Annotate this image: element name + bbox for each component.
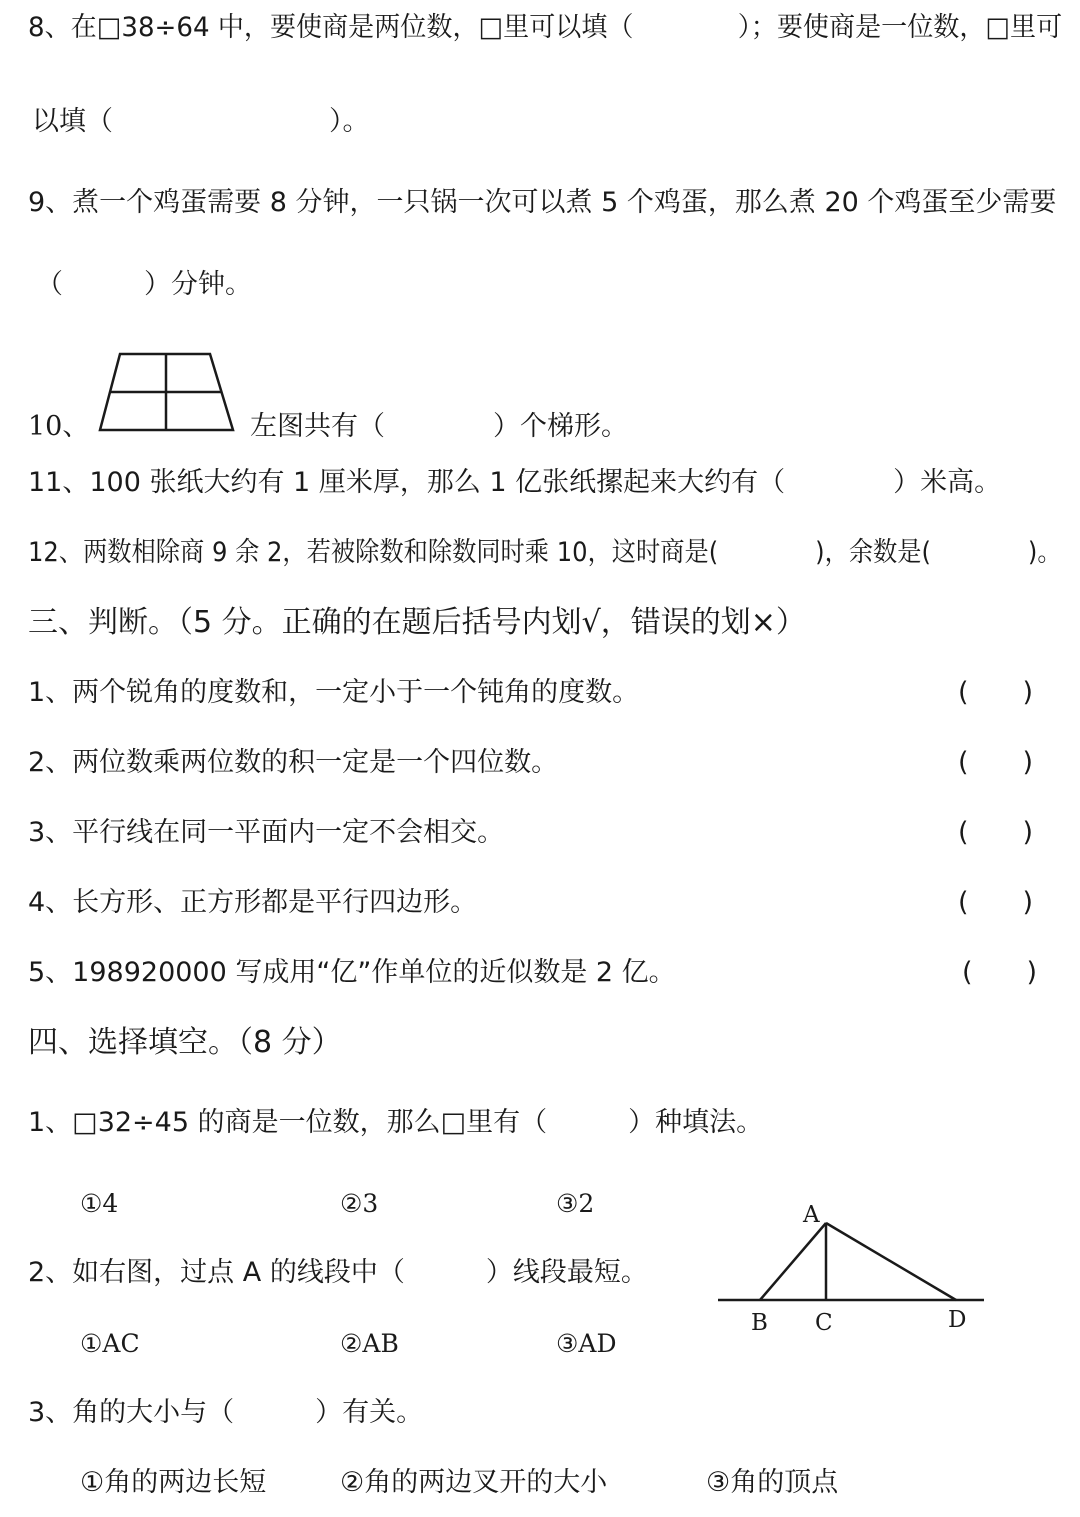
judge-answer-paren-4: ( ) <box>958 887 1034 918</box>
segment-ad <box>826 1223 956 1300</box>
q9-line1: 9、煮一个鸡蛋需要 8 分钟，一只锅一次可以煮 5 个鸡蛋，那么煮 20 个鸡蛋至少需要 <box>28 187 1057 218</box>
judge-answer-paren-3: ( ) <box>958 817 1034 848</box>
judge-answer-paren-1: ( ) <box>958 677 1034 708</box>
choice-q3-option-3: ③角的顶点 <box>706 1467 839 1498</box>
section4-heading: 四、选择填空。（8 分） <box>28 1025 342 1060</box>
judge-answer-paren-5: ( ) <box>962 957 1038 988</box>
judge-item-5: 5、198920000 写成用“亿”作单位的近似数是 2 亿。 <box>28 957 676 988</box>
point-label-c: C <box>815 1310 833 1336</box>
choice-q2-text: 2、如右图，过点 A 的线段中（ ）线段最短。 <box>28 1257 648 1288</box>
judge-item-3: 3、平行线在同一平面内一定不会相交。 <box>28 817 505 848</box>
judge-item-1: 1、两个锐角的度数和，一定小于一个钝角的度数。 <box>28 677 640 708</box>
choice-q1-text: 1、□32÷45 的商是一位数，那么□里有（ ）种填法。 <box>28 1107 764 1138</box>
q8-line1: 8、在□38÷64 中，要使商是两位数，□里可以填（ ）；要使商是一位数，□里可 <box>28 12 1063 43</box>
choice-q3-text: 3、角的大小与（ ）有关。 <box>28 1397 424 1428</box>
choice-q2-option-1: ①AC <box>80 1329 140 1358</box>
point-label-b: B <box>751 1310 768 1336</box>
choice-q1-option-1: ①4 <box>80 1189 119 1218</box>
point-label-a: A <box>803 1202 820 1228</box>
q9-line2: （ ）分钟。 <box>36 269 252 300</box>
choice-q2-option-2: ②AB <box>340 1329 399 1358</box>
point-label-d: D <box>948 1307 967 1333</box>
q11-text: 11、100 张纸大约有 1 厘米厚，那么 1 亿张纸摞起来大约有（ ）米高。 <box>28 467 1002 498</box>
section3-heading: 三、判断。（5 分。正确的在题后括号内划√，错误的划×） <box>28 605 806 640</box>
trapezoid-figure <box>98 352 236 434</box>
choice-q3-option-1: ①角的两边长短 <box>80 1467 267 1498</box>
judge-item-4: 4、长方形、正方形都是平行四边形。 <box>28 887 478 918</box>
choice-q1-option-3: ③2 <box>556 1189 595 1218</box>
q10-text: 左图共有（ ）个梯形。 <box>250 411 628 442</box>
judge-item-2: 2、两位数乘两位数的积一定是一个四位数。 <box>28 747 559 778</box>
judge-answer-paren-2: ( ) <box>958 747 1034 778</box>
choice-q3-option-2: ②角的两边叉开的大小 <box>340 1467 608 1498</box>
q10-number: 10、 <box>28 411 90 442</box>
q8-line2: 以填（ ）。 <box>32 106 370 137</box>
choice-q2-option-3: ③AD <box>556 1329 617 1358</box>
choice-q1-option-2: ②3 <box>340 1189 379 1218</box>
q12-text: 12、两数相除商 9 余 2，若被除数和除数同时乘 10，这时商是( )，余数是( )。 <box>28 537 1062 568</box>
triangle-figure <box>716 1220 988 1306</box>
segment-ab <box>760 1223 826 1300</box>
